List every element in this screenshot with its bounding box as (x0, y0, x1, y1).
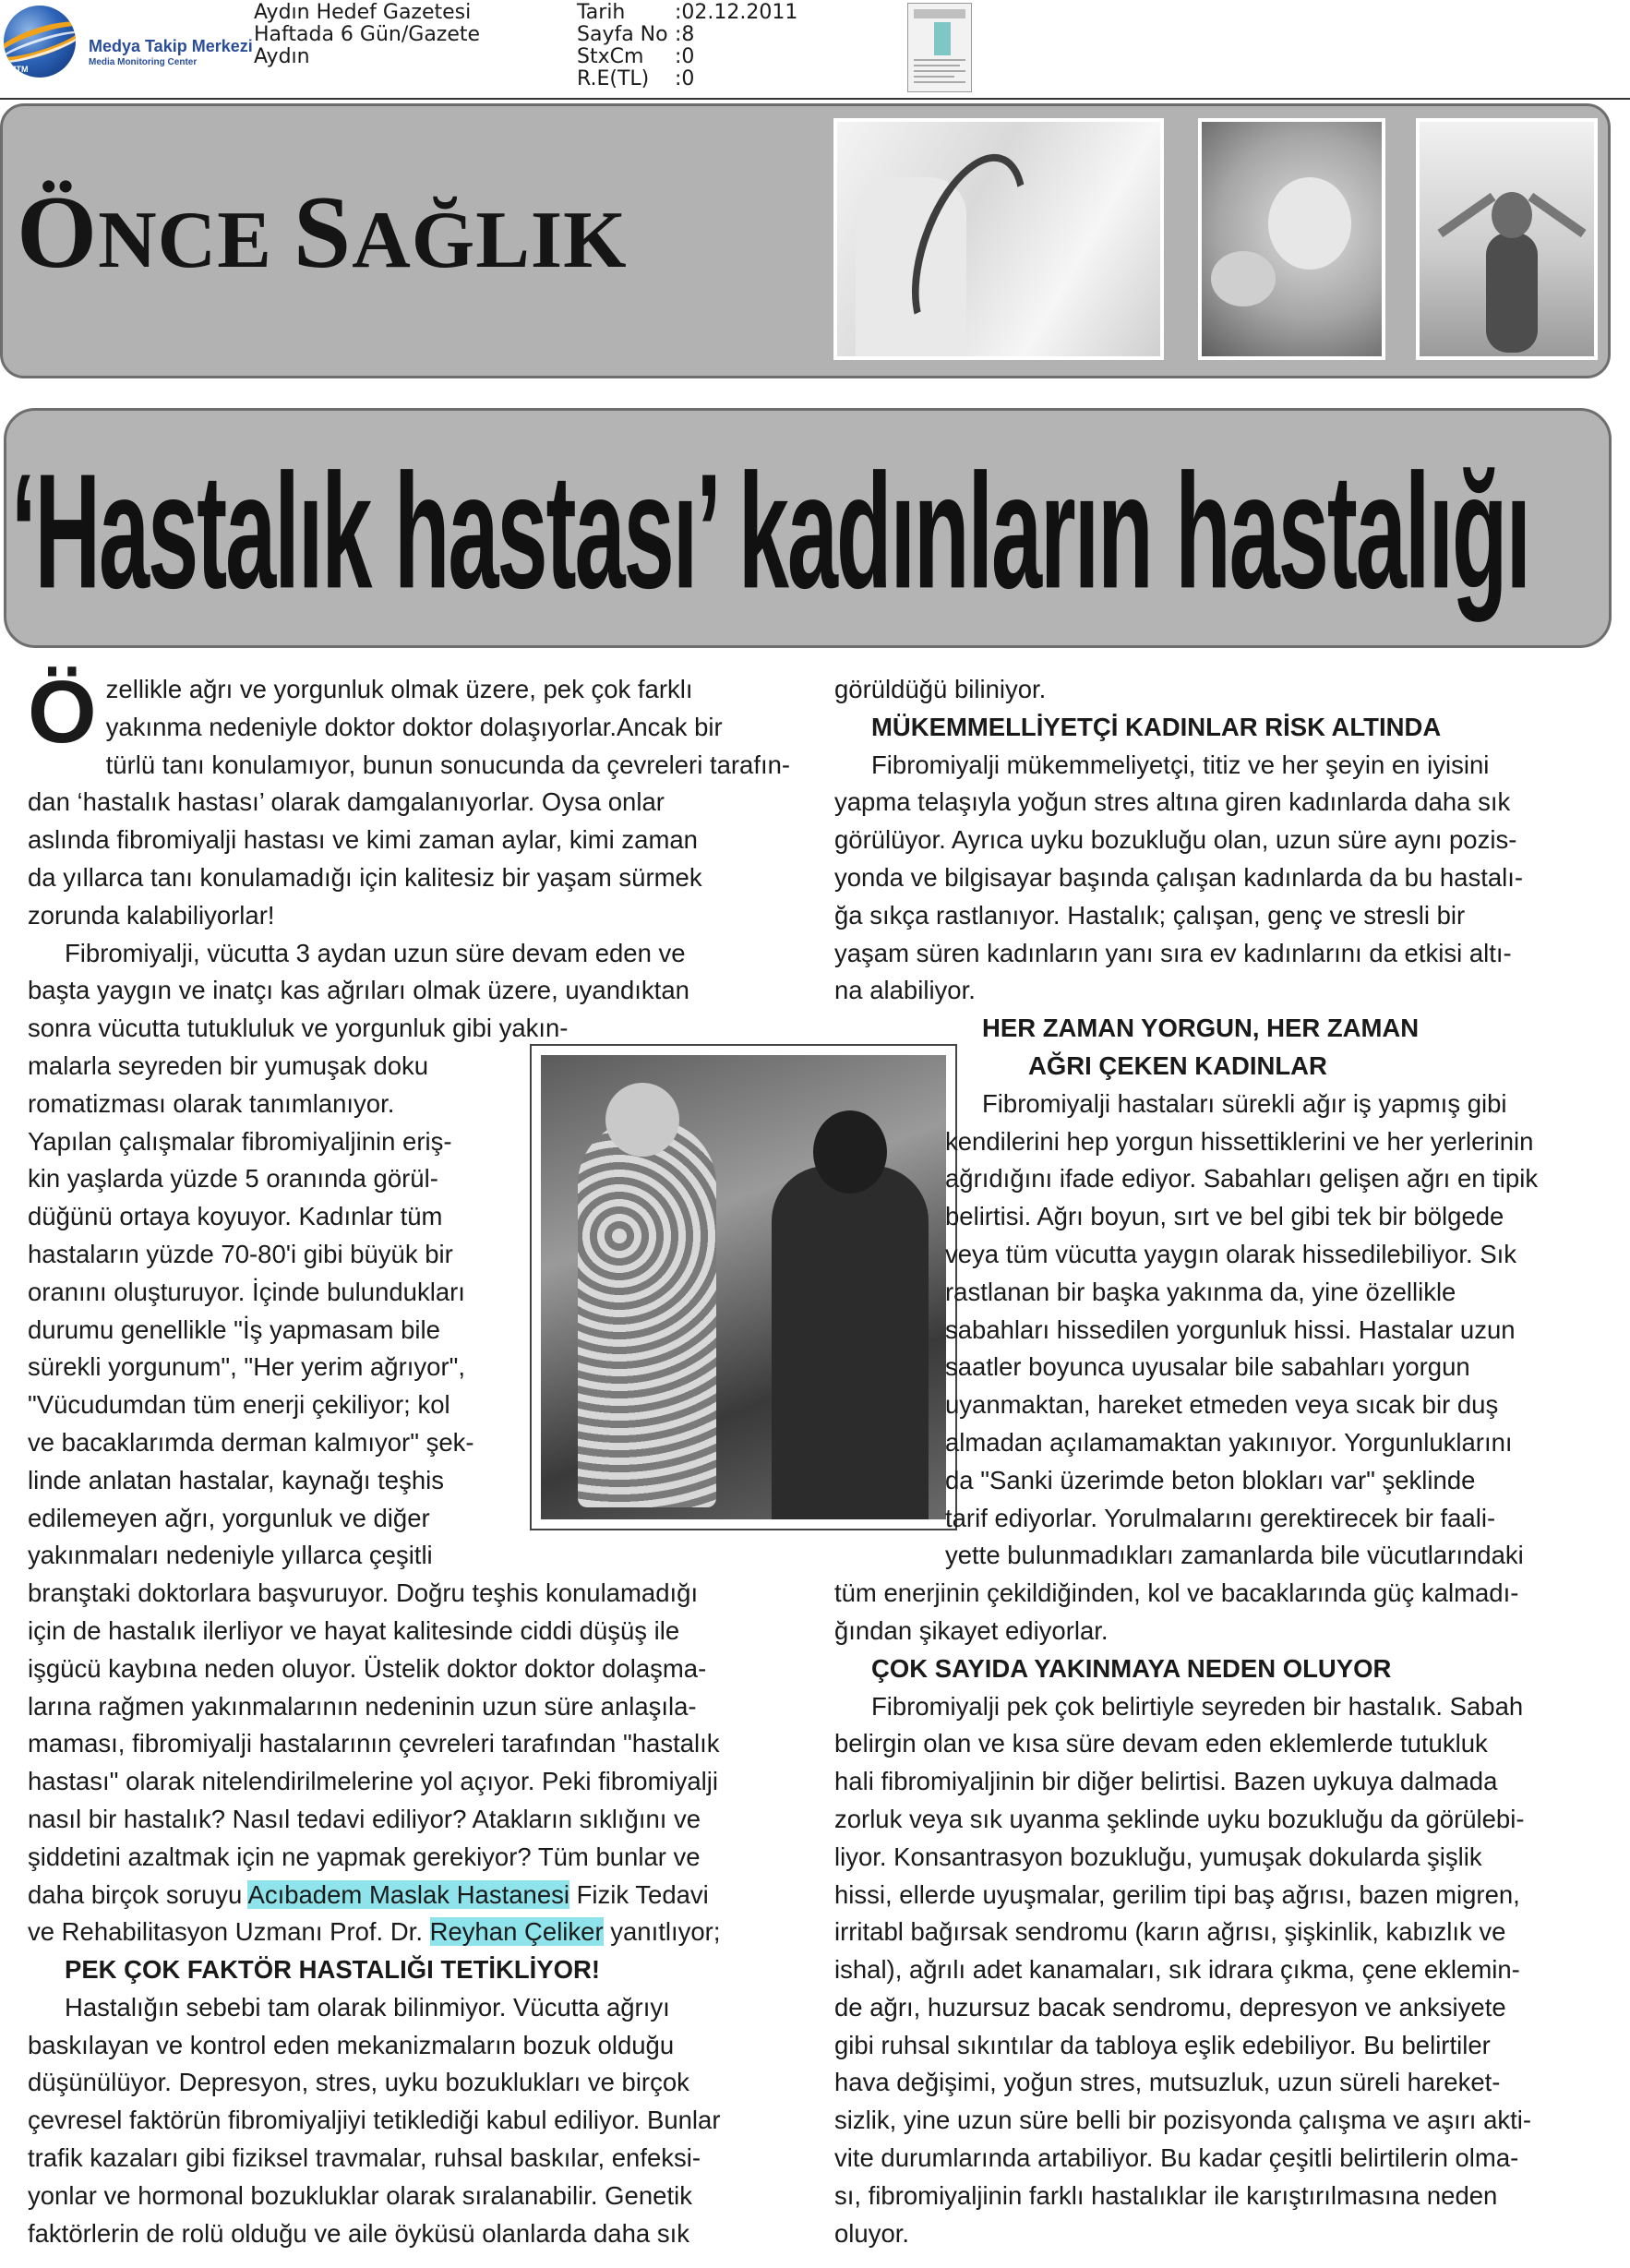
text-line: yaşam süren kadınların yanı sıra ev kadınlarını da etkisi altı- (834, 938, 1512, 967)
text-line: ağrıdığını ifade ediyor. Sabahları gelişen ağrı en tipik (945, 1164, 1539, 1194)
text-line: saatler boyunca uyusalar bile sabahları yorgun (945, 1352, 1470, 1382)
text-line: başta yaygın ve inatçı kas ağrıları olmak üzere, uyandıktan (28, 976, 689, 1005)
text-line: nasıl bir hastalık? Nasıl tedavi ediliyor? Atakların sıklığını ve (28, 1804, 701, 1833)
text-line: ishal), ağrılı adet kanamaları, sık idrara çıkma, çene eklemin- (834, 1955, 1520, 1985)
text-line: na alabiliyor. (834, 976, 976, 1005)
text-line: hastası" olarak nitelendirilmelerine yol açıyor. Peki fibromiyalji (28, 1767, 718, 1796)
text-line: zorluk veya sık uyanma şeklinde uyku bozukluğu da görülebi- (834, 1804, 1525, 1833)
text-line: düğünü ortaya koyuyor. Kadınlar tüm (28, 1202, 443, 1231)
text-line: hava değişimi, yoğun stres, mutsuzluk, uzun süreli hareket- (834, 2068, 1501, 2097)
section-title: ÖNCE SAĞLIK (17, 175, 628, 290)
subheading-perfectionist: MÜKEMMELLİYETÇİ KADINLAR RİSK ALTINDA (871, 712, 1442, 741)
source-newspaper: Aydın Hedef Gazetesi (254, 1, 472, 24)
text-line: ğından şikayet ediyorlar. (834, 1615, 1109, 1645)
text-line: zellikle ağrı ve yorgunluk olmak üzere, pek çok farklı (105, 675, 693, 703)
subheading-many-complaints: ÇOK SAYIDA YAKINMAYA NEDEN OLUYOR (871, 1653, 1392, 1683)
text-line: hastaların yüzde 70-80'i gibi büyük bir (28, 1239, 453, 1268)
text-line: edilemeyen ağrı, yorgunluk ve diğer (28, 1503, 430, 1532)
subheading-always-tired: HER ZAMAN YORGUN, HER ZAMAN (982, 1014, 1420, 1043)
banner-photo-doctor (833, 118, 1164, 360)
source-info (254, 2, 480, 68)
subheading-factors: PEK ÇOK FAKTÖR HASTALIĞI TETİKLİYOR! (65, 1955, 601, 1985)
text-line: sizlik, yine uzun süre belli bir pozisyonda çalışma ve aşırı akti- (834, 2106, 1532, 2135)
field-stxcm: StxCm :0 (577, 45, 695, 68)
text-line: kin yaşlarda yüzde 5 oranında görül- (28, 1164, 438, 1194)
text-line: düşünülüyor. Depresyon, stres, uyku bozuklukları ve birçok (28, 2068, 689, 2097)
text-line: çevresel faktörün fibromiyaljiyi tetiklediği kabul ediliyor. Bunlar (28, 2106, 721, 2135)
text-line: işgücü kaybına neden oluyor. Üstelik doktor doktor dolaşma- (28, 1653, 707, 1683)
text-line: Fibromiyalji hastaları sürekli ağır iş yapmış gibi (982, 1088, 1507, 1118)
field-date: Tarih :02.12.2011 (577, 1, 798, 24)
globe-icon (4, 6, 76, 78)
text-line: sabahları hissedilen yorgunluk hissi. Hastalar uzun (945, 1314, 1516, 1344)
text-line: uyanmaktan, hareket etmeden veya sıcak bir duş (945, 1390, 1499, 1420)
text-line: sonra vücutta tutukluluk ve yorgunluk gibi yakın- (28, 1014, 569, 1043)
text-line: görüldüğü biliniyor. (834, 675, 1047, 703)
text-line: dan ‘hastalık hastası’ olarak damgalanıyorlar. Oysa onlar (28, 787, 665, 817)
logo-subtitle: Media Monitoring Center (89, 57, 198, 67)
text-line: rastlanan bir başka yakınma da, yine özellikle (945, 1277, 1456, 1306)
source-city: Aydın (254, 45, 310, 68)
text-line: türlü tanı konulamıyor, bunun sonucunda da çevreleri tarafın- (105, 750, 791, 779)
drop-cap: Ö (28, 663, 97, 762)
text-line: ve bacaklarımda derman kalmıyor" şek- (28, 1427, 474, 1457)
text-line: belirgin olan ve kısa süre devam eden eklemlerde tutukluk (834, 1729, 1488, 1758)
text-line: hissi, ellerde uyuşmalar, gerilim tipi baş ağrısı, bazen migren, (834, 1879, 1520, 1909)
text-line: maması, fibromiyalji hastalarının çevreleri tarafından "hastalık (28, 1729, 720, 1758)
text-line: oluyor. (834, 2218, 910, 2248)
text-line: Yapılan çalışmalar fibromiyaljinin eriş- (28, 1126, 452, 1156)
text-line: branştaki doktorlara başvuruyor. Doğru teşhis konulamadığı (28, 1578, 699, 1608)
mtm-logo (4, 6, 253, 79)
text-line: zorunda kalabiliyorlar! (28, 900, 275, 930)
text-line: irritabl bağırsak sendromu (karın ağrısı, şişkinlik, kabızlık ve (834, 1917, 1506, 1947)
text-line: sı, fibromiyaljinin farklı hastalıklar ile karıştırılmasına neden (834, 2180, 1498, 2210)
subheading-pain: AĞRI ÇEKEN KADINLAR (1028, 1050, 1327, 1080)
text-line: sürekli yorgunum", "Her yerim ağrıyor", (28, 1352, 465, 1382)
text-line: "Vücudumdan tüm enerji çekiliyor; kol (28, 1390, 450, 1420)
text-line: tarif ediyorlar. Yorulmalarını gerektirecek bir faali- (945, 1503, 1496, 1532)
text-line: baskılayan ve kontrol eden mekanizmaların bozuk olduğu (28, 2030, 675, 2059)
text-line: Fibromiyalji pek çok belirtiyle seyreden bir hastalık. Sabah (871, 1691, 1524, 1721)
highlight-doctor: Reyhan Çeliker (429, 1917, 604, 1947)
text-line: aslında fibromiyalji hastası ve kimi zaman aylar, kimi zaman (28, 825, 698, 855)
text-line: almadan açılamamaktan yakınıyor. Yorgunluklarını (945, 1427, 1513, 1457)
text-line: yonlar ve hormonal bozukluklar olarak sıralanabilir. Genetik (28, 2180, 692, 2210)
text-line: yapma telaşıyla yoğun stres altına giren kadınlarda daha sık (834, 787, 1511, 817)
text-line: yakınma nedeniyle doktor doktor dolaşıyorlar.Ancak bir (105, 712, 723, 741)
text-line: yette bulunmadıkları zamanlarda bile vücutlarındaki (945, 1541, 1524, 1570)
text-line: yakınmaları nedeniyle yıllarca çeşitli (28, 1541, 433, 1570)
text-line: Fibromiyalji, vücutta 3 aydan uzun süre devam eden ve (65, 938, 686, 967)
text-line: liyor. Konsantrasyon bozukluğu, yumuşak dokularda şişlik (834, 1842, 1482, 1871)
text-line: da "Sanki üzerimde beton blokları var" şeklinde (945, 1465, 1476, 1494)
text-line: şiddetini azaltmak için ne yapmak gerekiyor? Tüm bunlar ve (28, 1842, 701, 1871)
text-line: romatizması olarak tanımlanıyor. (28, 1088, 395, 1118)
text-line: veya tüm vücutta yaygın olarak hissedilebiliyor. Sık (945, 1239, 1517, 1268)
text-line: belirtisi. Ağrı boyun, sırt ve bel gibi tek bir bölgede (945, 1202, 1504, 1231)
header-divider (0, 98, 1630, 100)
clipping-fields (577, 2, 797, 90)
banner-photo-woman (1416, 118, 1598, 360)
article-headline: ‘Hastalık hastası’ kadınların hastalığı (11, 438, 1529, 623)
field-re: R.E(TL) :0 (577, 67, 695, 90)
text-line: da yıllarca tanı konulamadığı için kalitesiz bir yaşam sürmek (28, 862, 702, 892)
text-line: için de hastalık ilerliyor ve hayat kalitesinde ciddi düşüş ile (28, 1615, 680, 1645)
highlight-hospital: Acıbadem Maslak Hastanesi (247, 1879, 569, 1909)
text-line: durumu genellikle "İş yapmasam bile (28, 1314, 440, 1344)
text-line: ğa sıkça rastlanıyor. Hastalık; çalışan, genç ve stresli bir (834, 900, 1466, 930)
text-line: Fibromiyalji mükemmeliyetçi, titiz ve her şeyin en iyisini (871, 750, 1490, 779)
text-line: daha birçok soruyu Acıbadem Maslak Hastanesi Fizik Tedavi (28, 1879, 709, 1909)
text-line: linde anlatan hastalar, kaynağı teşhis (28, 1465, 444, 1494)
source-frequency: Haftada 6 Gün/Gazete (254, 23, 481, 46)
text-line: Hastalığın sebebi tam olarak bilinmiyor. Vücutta ağrıyı (65, 1992, 670, 2022)
article-column-right (834, 671, 1610, 2252)
logo-abbr: MTM (9, 65, 29, 74)
text-line: de ağrı, huzursuz bacak sendromu, depresyon ve anksiyete (834, 1992, 1506, 2022)
logo-name: Medya Takip Merkezi (89, 37, 253, 55)
text-line: hali fibromiyaljinin bir diğer belirtisi. Bazen uykuya dalmada (834, 1767, 1498, 1796)
text-line: tüm enerjinin çekildiğinden, kol ve bacaklarında güç kalmadı- (834, 1578, 1519, 1608)
text-line: larına rağmen yakınmalarının nedeninin uzun süre anlaşıla- (28, 1691, 697, 1721)
text-line: gibi ruhsal sıkıntılar da tabloya eşlik edebiliyor. Bu belirtiler (834, 2030, 1491, 2059)
banner-photo-baby (1198, 118, 1385, 360)
text-line: görülüyor. Ayrıca uyku bozukluğu olan, uzun süre aynı pozis- (834, 825, 1517, 855)
text-line: malarla seyreden bir yumuşak doku (28, 1050, 429, 1080)
text-line: kendilerini hep yorgun hissettiklerini ve her yerlerinin (945, 1126, 1534, 1156)
text-line: trafik kazaları gibi fiziksel travmalar, ruhsal baskılar, enfeksi- (28, 2143, 701, 2173)
page-thumbnail[interactable] (907, 3, 972, 92)
text-line: oranını oluşturuyor. İçinde bulundukları (28, 1277, 465, 1306)
text-line: vite durumlarında artabiliyor. Bu kadar çeşitli belirtilerin olma- (834, 2143, 1519, 2173)
field-page: Sayfa No :8 (577, 23, 695, 46)
text-line: faktörlerin de rolü olduğu ve aile öyküsü olanlarda daha sık (28, 2218, 689, 2248)
text-line: yonda ve bilgisayar başında çalışan kadınlarda da bu hastalı- (834, 862, 1524, 892)
text-line: ve Rehabilitasyon Uzmanı Prof. Dr. Reyhan Çeliker yanıtlıyor; (28, 1917, 721, 1947)
